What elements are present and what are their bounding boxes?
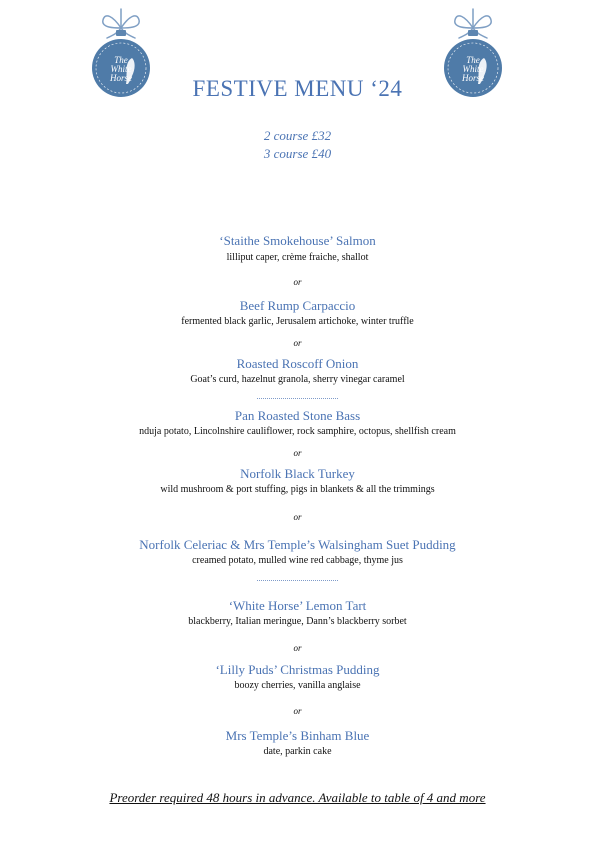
logo-line: White bbox=[110, 64, 132, 74]
starter-item-name: ‘Staithe Smokehouse’ Salmon bbox=[219, 233, 376, 248]
starter-item-desc: Goat’s curd, hazelnut granola, sherry vinegar caramel bbox=[190, 374, 405, 385]
main-item-desc: wild mushroom & port stuffing, pigs in blankets & all the trimmings bbox=[160, 484, 435, 495]
dessert-item-desc: date, parkin cake bbox=[263, 746, 332, 757]
main-item-name: Norfolk Black Turkey bbox=[240, 466, 355, 481]
main-item-desc: nduja potato, Lincolnshire cauliflower, rock samphire, octopus, shellfish cream bbox=[139, 426, 456, 437]
starter-item-desc: lilliput caper, crème fraiche, shallot bbox=[226, 252, 369, 263]
dessert-item-name: ‘White Horse’ Lemon Tart bbox=[228, 598, 367, 613]
or-separator: or bbox=[293, 448, 302, 458]
preorder-note: Preorder required 48 hours in advance. Available to table of 4 and more bbox=[109, 790, 486, 805]
logo-line: The bbox=[114, 55, 128, 65]
starter-item-name: Beef Rump Carpaccio bbox=[239, 298, 356, 313]
logo-line: Horse bbox=[110, 73, 132, 83]
price-block bbox=[0, 127, 595, 163]
starter-item-desc: fermented black garlic, Jerusalem artichoke, winter truffle bbox=[181, 316, 414, 327]
or-separator: or bbox=[293, 706, 302, 716]
or-separator: or bbox=[293, 643, 302, 653]
starter-item-name: Roasted Roscoff Onion bbox=[236, 356, 359, 371]
course-divider bbox=[257, 398, 338, 399]
three-course-price: 3 course £40 bbox=[263, 146, 332, 161]
logo-line: The bbox=[466, 55, 480, 65]
dessert-item-desc: blackberry, Italian meringue, Dann’s blackberry sorbet bbox=[188, 616, 407, 627]
two-course-price: 2 course £32 bbox=[263, 128, 332, 143]
main-item-name: Pan Roasted Stone Bass bbox=[234, 408, 361, 423]
or-separator: or bbox=[293, 277, 302, 287]
dessert-item-name: Mrs Temple’s Binham Blue bbox=[225, 728, 370, 743]
course-divider bbox=[257, 580, 338, 581]
logo-line: White bbox=[462, 64, 484, 74]
dessert-item-desc: boozy cherries, vanilla anglaise bbox=[234, 680, 361, 691]
main-item-desc: creamed potato, mulled wine red cabbage, thyme jus bbox=[192, 555, 403, 566]
page-title: FESTIVE MENU ‘24 bbox=[192, 76, 403, 101]
dessert-item-name: ‘Lilly Puds’ Christmas Pudding bbox=[215, 662, 380, 677]
or-separator: or bbox=[293, 512, 302, 522]
main-item-name: Norfolk Celeriac & Mrs Temple’s Walsingham Suet Pudding bbox=[139, 537, 456, 552]
or-separator: or bbox=[293, 338, 302, 348]
logo-line: Horse bbox=[462, 73, 484, 83]
